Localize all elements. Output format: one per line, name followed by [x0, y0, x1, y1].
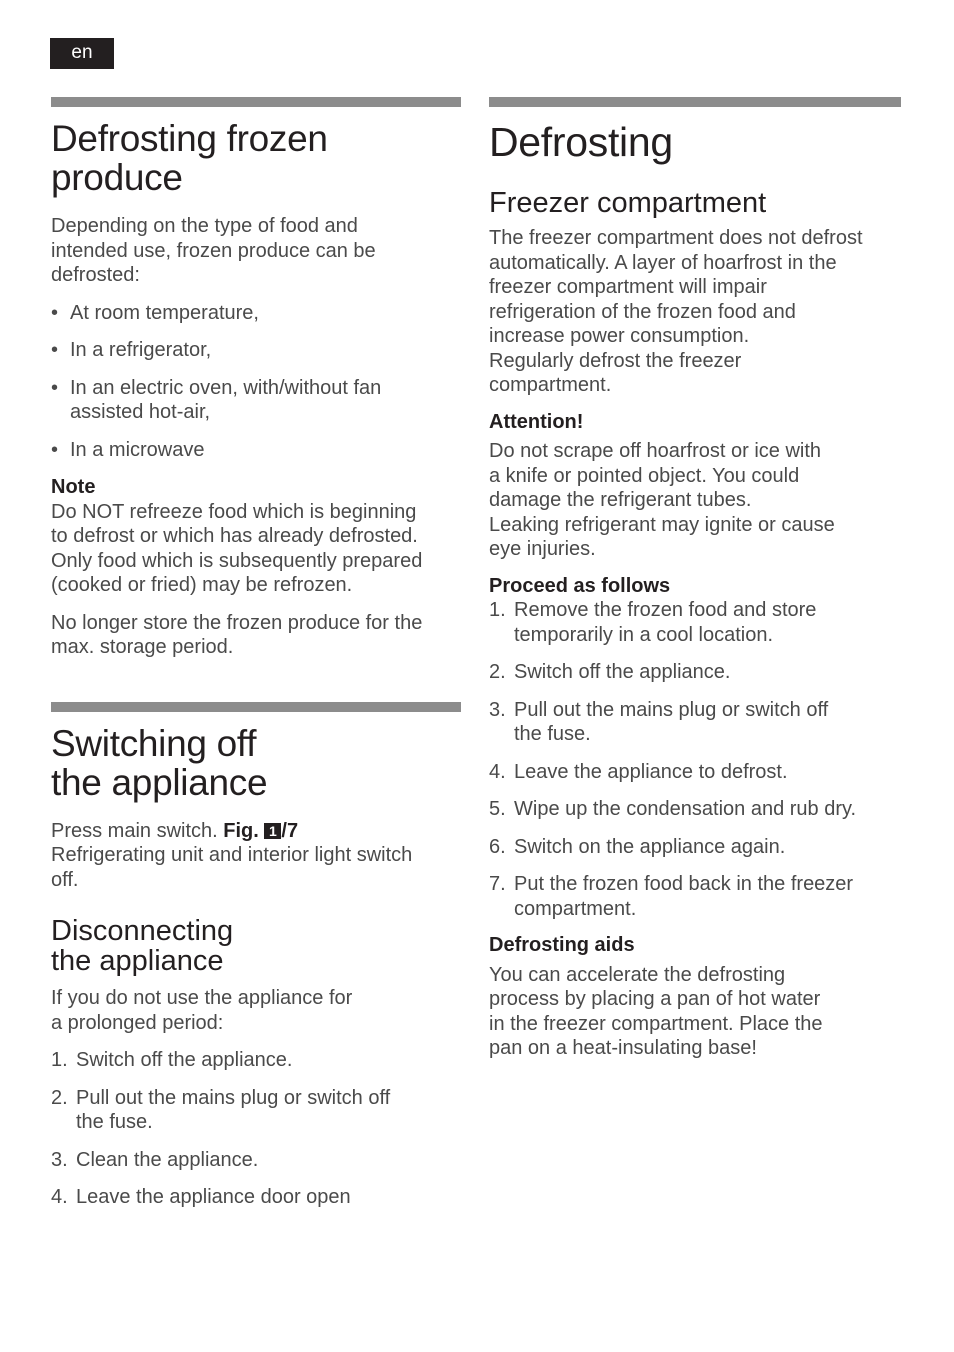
list-item: 6. Switch on the appliance again. — [489, 835, 786, 858]
attention-text: Do not scrape off hoarfrost or ice with a knife or pointed object. You could damage the refrigerant tubes. Leaking refrigerant may ignite or cause eye injuries. — [489, 440, 835, 560]
list-item: 2. Pull out the mains plug or switch off the fuse. — [51, 1086, 391, 1133]
language-tab: en — [50, 38, 114, 69]
section-title-switching-off: Switching off the appliance — [51, 722, 268, 803]
note-text: Do NOT refreeze food which is beginning to defrost or which has already defrosted. Only food which is subsequently prepared (cooked or fried) may be refrozen. — [51, 500, 423, 596]
list-item: 7. Put the frozen food back in the freezer compartment. — [489, 873, 854, 920]
list-item: 1. Switch off the appliance. — [51, 1049, 293, 1071]
section-rule — [51, 97, 461, 107]
subsection-title-freezer-compartment: Freezer compartment — [489, 187, 767, 219]
defrost-methods-list — [51, 301, 461, 463]
freezer-intro: The freezer compartment does not defrost automatically. A layer of hoarfrost in the freezer compartment will impair refrigeration of the frozen food and increase power consumption. Regularly defrost the freezer compartment. — [489, 227, 863, 396]
list-item: 4. Leave the appliance to defrost. — [489, 760, 788, 783]
section-rule — [489, 97, 901, 107]
section-title-defrosting: Defrosting — [489, 119, 673, 165]
defrosting-aids-label: Defrosting aids — [489, 934, 635, 956]
left-column — [51, 97, 461, 1210]
list-item: • At room temperature, — [51, 301, 259, 324]
subsection-title-disconnecting: Disconnecting the appliance — [51, 915, 234, 977]
list-item: • In a refrigerator, — [51, 339, 212, 361]
list-item: 2. Switch off the appliance. — [489, 661, 731, 683]
figure-reference: Fig. 1 /7 — [223, 819, 299, 842]
list-item: • In a microwave — [51, 438, 205, 461]
right-column — [489, 97, 901, 1061]
defrosting-aids-text: You can accelerate the defrosting process by placing a pan of hot water in the freezer compartment. Place the pan on a heat-insulating base! — [489, 963, 823, 1059]
defrost-produce-intro: Depending on the type of food and intended use, frozen produce can be defrosted: — [51, 215, 376, 286]
section-rule — [51, 702, 461, 712]
section-title-defrosting-frozen-produce: Defrosting frozen produce — [51, 118, 328, 198]
list-item: 5. Wipe up the condensation and rub dry. — [489, 798, 857, 820]
defrost-steps — [489, 598, 901, 921]
disconnect-intro: If you do not use the appliance for a prolonged period: — [51, 987, 353, 1034]
storage-text: No longer store the frozen produce for the max. storage period. — [51, 611, 423, 658]
attention-label: Attention! — [489, 410, 584, 433]
list-item: 3. Clean the appliance. — [51, 1148, 259, 1171]
disconnect-steps — [51, 1048, 461, 1210]
list-item: • In an electric oven, with/without fan assisted hot-air, — [51, 376, 382, 423]
list-item: 4. Leave the appliance door open — [51, 1186, 351, 1208]
proceed-label: Proceed as follows — [489, 574, 671, 597]
note-label: Note — [51, 476, 96, 498]
list-item: 1. Remove the frozen food and store temporarily in a cool location. — [489, 599, 817, 646]
switch-off-text: Press main switch. Fig. 1 /7 Refrigerating unit and interior light switch off. — [51, 819, 413, 891]
list-item: 3. Pull out the mains plug or switch off the fuse. — [489, 698, 829, 745]
